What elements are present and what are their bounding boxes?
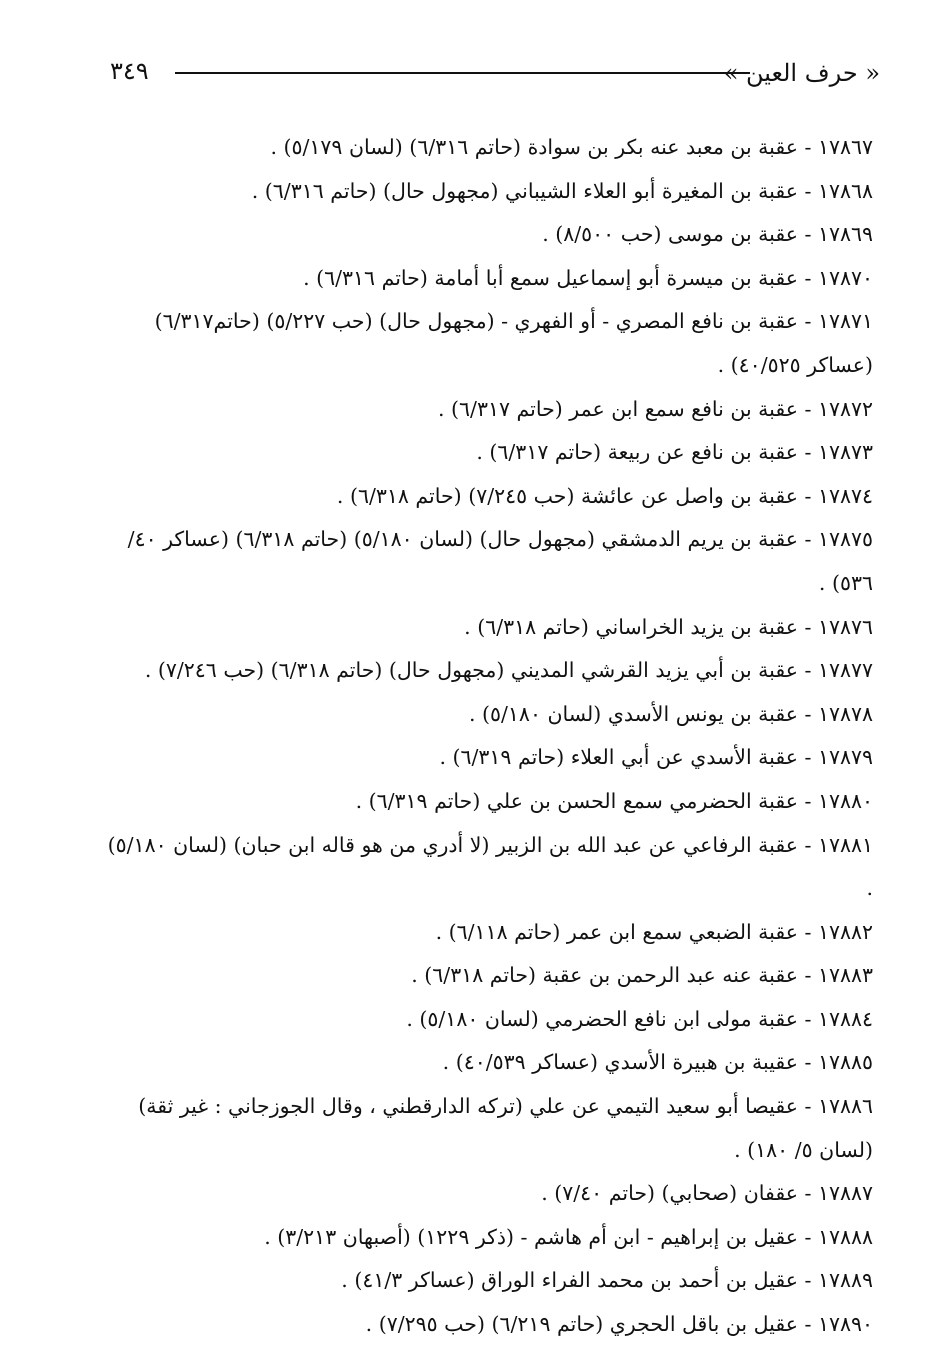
entry: ١٧٨٨٤ - عقبة مولى ابن نافع الحضرمي (لسان ٥/١٨٠) .: [406, 1006, 873, 1031]
entry-number: ١٧٨٩٠: [817, 1312, 873, 1337]
entry-text: عقبة بن يريم الدمشقي (مجهول حال) (لسان ٥/١٨٠) (حاتم ٦/٣١٨) (عساكر ٤٠/ ٥٣٦) .: [127, 527, 873, 595]
entry-text: عقبة بن معبد عنه بكر بن سوادة (حاتم ٦/٣١٦) (لسان ٥/١٧٩) .: [270, 135, 798, 159]
entry-number: ١٧٨٧٢: [817, 396, 873, 421]
entry: ١٧٨٧٠ - عقبة بن ميسرة أبو إسماعيل سمع أبا أمامة (حاتم ٦/٣١٦) .: [303, 265, 873, 290]
entry-number: ١٧٨٨٧: [817, 1181, 873, 1206]
entry-text: عقيل بن إبراهيم - ابن أم هاشم - (ذكر ١٢٢٩) (أصبهان ٣/٢١٣) .: [264, 1224, 798, 1249]
entry-number: ١٧٨٨٢: [817, 919, 873, 944]
entry-number: ١٧٨٨٠: [817, 788, 873, 813]
page-number: ٣٤٩: [110, 57, 149, 85]
entry: ١٧٨٨١ - عقبة الرفاعي عن عبد الله بن الزبير (لا أدري من هو قاله ابن حبان) (لسان ٥/١٨٠) .: [107, 832, 873, 901]
entry-text: عقبة بن نافع عن ربيعة (حاتم ٦/٣١٧) .: [476, 440, 798, 465]
chapter-title: « حرف العين »: [723, 59, 880, 87]
entry-text: عقيل بن أحمد بن محمد الفراء الوراق (عساكر ٤١/٣) .: [341, 1268, 798, 1293]
entry: ١٧٨٨٦ - عقيصا أبو سعيد التيمي عن علي (تركه الدارقطني ، وقال الجوزجاني : غير ثقة) (لسان ٥/ ١٨٠) .: [138, 1094, 873, 1162]
entry-number: ١٧٨٦٨: [817, 178, 873, 203]
entry: ١٧٨٨٠ - عقبة الحضرمي سمع الحسن بن علي (حاتم ٦/٣١٩) .: [355, 788, 873, 813]
entry-text: عقبة عنه عبد الرحمن بن عقبة (حاتم ٦/٣١٨) .: [411, 963, 798, 988]
entry-number: ١٧٨٧٨: [817, 701, 873, 726]
entry: ١٧٨٨٣ - عقبة عنه عبد الرحمن بن عقبة (حاتم ٦/٣١٨) .: [411, 963, 873, 988]
entry: ١٧٨٧٥ - عقبة بن يريم الدمشقي (مجهول حال) (لسان ٥/١٨٠) (حاتم ٦/٣١٨) (عساكر ٤٠/ ٥٣٦) .: [127, 527, 873, 595]
header-rule: [175, 72, 750, 74]
entry-text: عقبة الرفاعي عن عبد الله بن الزبير (لا أدري من هو قاله ابن حبان) (لسان ٥/١٨٠) .: [107, 832, 873, 901]
entry-text: عقبة بن نافع سمع ابن عمر (حاتم ٦/٣١٧) .: [438, 396, 798, 421]
entry: ١٧٨٦٩ - عقبة بن موسى (حب ٨/٥٠٠) .: [542, 222, 873, 247]
entry-number: ١٧٨٨٥: [817, 1050, 873, 1075]
entry-number: ١٧٨٧٥: [817, 527, 873, 552]
entry-text: عقبة بن موسى (حب ٨/٥٠٠) .: [542, 222, 798, 247]
entry: ١٧٨٨٧ - عقفان (صحابي) (حاتم ٧/٤٠) .: [541, 1181, 873, 1206]
entry-number: ١٧٨٨٨: [817, 1224, 873, 1249]
entry-number: ١٧٨٧٤: [817, 483, 873, 508]
entry: ١٧٨٧٢ - عقبة بن نافع سمع ابن عمر (حاتم ٦/٣١٧) .: [438, 396, 873, 421]
entry: ١٧٨٧٤ - عقبة بن واصل عن عائشة (حب ٧/٢٤٥) (حاتم ٦/٣١٨) .: [336, 483, 873, 508]
entry: ١٧٨٦٨ - عقبة بن المغيرة أبو العلاء الشيباني (مجهول حال) (حاتم ٦/٣١٦) .: [251, 178, 873, 203]
page-header: [110, 50, 880, 90]
entry: ١٧٨٩٠ - عقيل بن باقل الحجري (حاتم ٦/٢١٩) (حب ٧/٢٩٥) .: [365, 1312, 873, 1337]
entry-text: عقبة الأسدي عن أبي العلاء (حاتم ٦/٣١٩) .: [439, 745, 798, 770]
entry-text: عقفان (صحابي) (حاتم ٧/٤٠) .: [541, 1181, 798, 1206]
entry-list: [103, 126, 873, 1347]
entry: ١٧٨٨٨ - عقيل بن إبراهيم - ابن أم هاشم - (ذكر ١٢٢٩) (أصبهان ٣/٢١٣) .: [264, 1224, 873, 1249]
entry-text: عقبة بن المغيرة أبو العلاء الشيباني (مجهول حال) (حاتم ٦/٣١٦) .: [251, 178, 798, 203]
entry-number: ١٧٨٦٧: [817, 135, 873, 159]
entry: ١٧٨٧١ - عقبة بن نافع المصري - أو الفهري - (مجهول حال) (حب ٥/٢٢٧) (حاتم٦/٣١٧) (عساكر ٤٠/٥٢٥) .: [154, 309, 873, 377]
entry-text: عقبة مولى ابن نافع الحضرمي (لسان ٥/١٨٠) .: [406, 1006, 798, 1031]
entry-number: ١٧٨٧٩: [817, 745, 873, 770]
entry-text: عقيل بن باقل الحجري (حاتم ٦/٢١٩) (حب ٧/٢٩٥) .: [365, 1312, 798, 1337]
entry-text: عقبة بن يزيد الخراساني (حاتم ٦/٣١٨) .: [464, 614, 798, 639]
entry-number: ١٧٨٨١: [817, 832, 873, 857]
entry: ١٧٨٧٨ - عقبة بن يونس الأسدي (لسان ٥/١٨٠) .: [468, 701, 873, 726]
entry-text: عقبة بن يونس الأسدي (لسان ٥/١٨٠) .: [468, 701, 798, 726]
entry: ١٧٨٨٥ - عقيبة بن هبيرة الأسدي (عساكر ٤٠/٥٣٩) .: [442, 1050, 873, 1075]
entry-text: عقبة الضبعي سمع ابن عمر (حاتم ٦/١١٨) .: [435, 919, 798, 944]
entry-number: ١٧٨٧٧: [817, 658, 873, 683]
entry: ١٧٨٨٩ - عقيل بن أحمد بن محمد الفراء الوراق (عساكر ٤١/٣) .: [341, 1268, 873, 1293]
entry-number: ١٧٨٧٣: [817, 440, 873, 465]
entry-number: ١٧٨٧١: [817, 309, 873, 334]
entry-number: ١٧٨٨٤: [817, 1006, 873, 1031]
entry: ١٧٨٧٦ - عقبة بن يزيد الخراساني (حاتم ٦/٣١٨) .: [464, 614, 873, 639]
entry-number: ١٧٨٧٦: [817, 614, 873, 639]
entry-number: ١٧٨٨٦: [817, 1094, 873, 1119]
entry: ١٧٨٧٩ - عقبة الأسدي عن أبي العلاء (حاتم ٦/٣١٩) .: [439, 745, 873, 770]
entry-number: ١٧٨٨٣: [817, 963, 873, 988]
entry-text: عقبة بن نافع المصري - أو الفهري - (مجهول حال) (حب ٥/٢٢٧) (حاتم٦/٣١٧) (عساكر ٤٠/٥٢٥) .: [154, 309, 873, 377]
entry-text: عقيبة بن هبيرة الأسدي (عساكر ٤٠/٥٣٩) .: [442, 1050, 798, 1075]
entry: ١٧٨٨٢ - عقبة الضبعي سمع ابن عمر (حاتم ٦/١١٨) .: [435, 919, 873, 944]
entry-number: ١٧٨٦٩: [817, 222, 873, 247]
entry: ١٧٨٧٣ - عقبة بن نافع عن ربيعة (حاتم ٦/٣١٧) .: [476, 440, 873, 465]
entry: ١٧٨٧٧ - عقبة بن أبي يزيد القرشي المديني (مجهول حال) (حاتم ٦/٣١٨) (حب ٧/٢٤٦) .: [144, 658, 873, 683]
entry-text: عقبة بن واصل عن عائشة (حب ٧/٢٤٥) (حاتم ٦/٣١٨) .: [336, 483, 798, 508]
entry-number: ١٧٨٨٩: [817, 1268, 873, 1293]
entry-text: عقبة الحضرمي سمع الحسن بن علي (حاتم ٦/٣١٩) .: [355, 788, 798, 813]
entry: ١٧٨٦٧ - عقبة بن معبد عنه بكر بن سوادة (حاتم ٦/٣١٦) (لسان ٥/١٧٩) .: [270, 135, 873, 159]
entry-text: عقبة بن أبي يزيد القرشي المديني (مجهول حال) (حاتم ٦/٣١٨) (حب ٧/٢٤٦) .: [144, 658, 798, 683]
entry-text: عقيصا أبو سعيد التيمي عن علي (تركه الدارقطني ، وقال الجوزجاني : غير ثقة) (لسان ٥/ ١٨٠) .: [138, 1094, 873, 1162]
entry-number: ١٧٨٧٠: [817, 265, 873, 290]
entry-text: عقبة بن ميسرة أبو إسماعيل سمع أبا أمامة (حاتم ٦/٣١٦) .: [303, 265, 798, 290]
